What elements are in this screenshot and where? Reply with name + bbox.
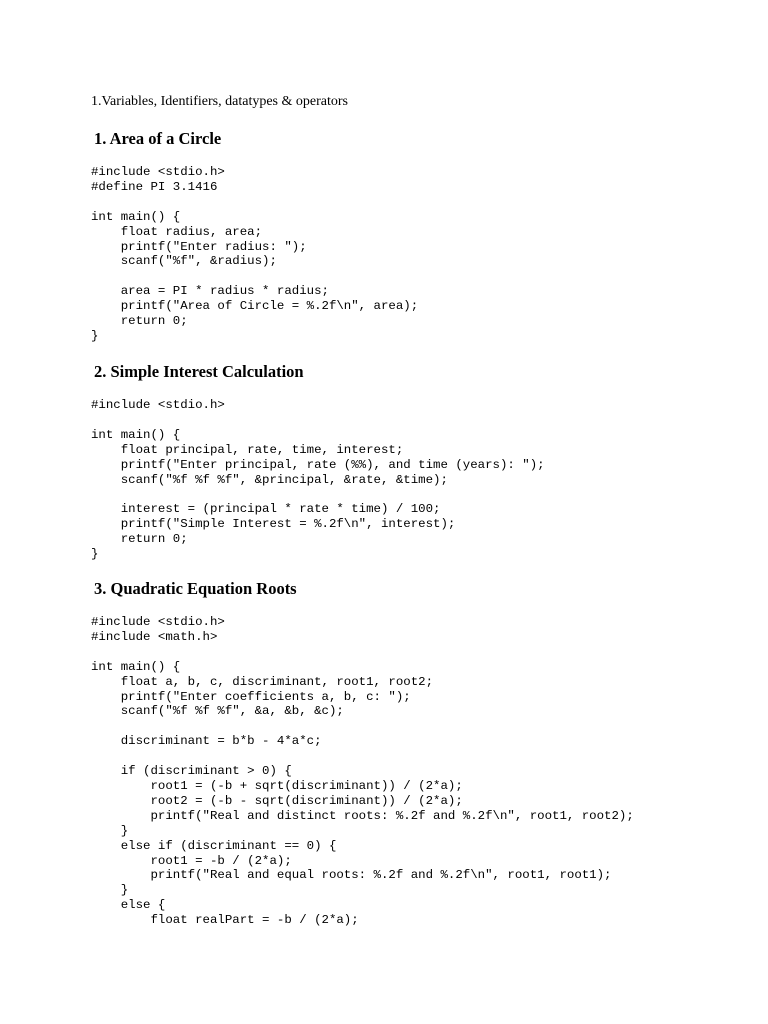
section-title-simple-interest: 2. Simple Interest Calculation	[94, 362, 304, 381]
code-block-quadratic-roots: #include <stdio.h> #include <math.h> int main() { float a, b, c, discriminant, root1, root2; printf("Enter coefficients a, b, c: "); scanf("%f %f %f", &a, &b, &c); discriminant = b*b - 4*a*c; if (discriminant > 0) { root1 = (-b + sqrt(discriminant)) / (2*a); root2 = (-b - sqrt(discriminant)) / (2*a); printf("Real and distinct roots: %.2f and %.2f\n", root1, root2); } else if (discriminant == 0) { root1 = -b / (2*a); printf("Real and equal roots: %.2f and %.2f\n", root1, root1); } else { float realPart = -b / (2*a);	[91, 615, 634, 928]
document-heading: 1.Variables, Identifiers, datatypes & operators	[91, 94, 348, 109]
section-title-quadratic-roots: 3. Quadratic Equation Roots	[94, 579, 297, 598]
code-block-area-of-circle: #include <stdio.h> #define PI 3.1416 int main() { float radius, area; printf("Enter radius: "); scanf("%f", &radius); area = PI * radius * radius; printf("Area of Circle = %.2f\n", area); return 0; }	[91, 165, 419, 343]
section-title-area-of-circle: 1. Area of a Circle	[94, 129, 222, 148]
code-block-simple-interest: #include <stdio.h> int main() { float principal, rate, time, interest; printf("Enter principal, rate (%%), and time (years): "); scanf("%f %f %f", &principal, &rate, &time); interest = (principal * rate * time) / 100; printf("Simple Interest = %.2f\n", interest); return 0; }	[91, 398, 545, 562]
